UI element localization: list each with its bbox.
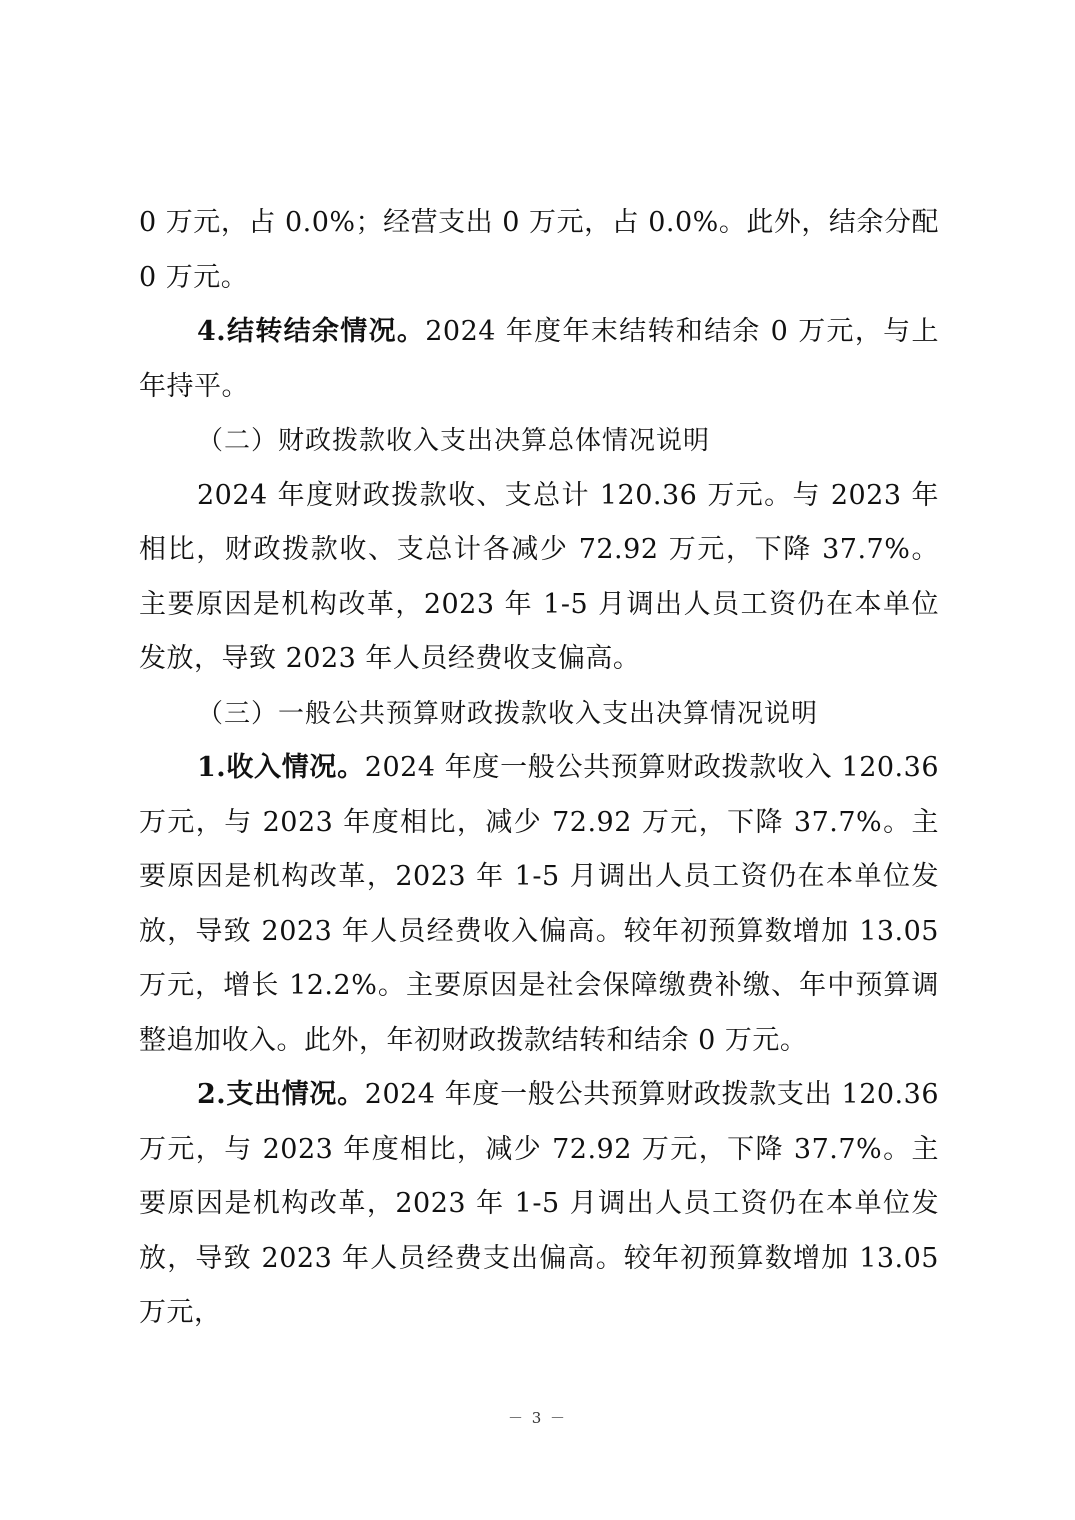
section-heading-3: （三）一般公共预算财政拨款收入支出决算情况说明	[197, 698, 819, 729]
paragraph-lead: 2.支出情况。	[197, 1079, 365, 1110]
paragraph-text: 2024 年度年末结转和结余 0 万元，与上年持平。	[139, 316, 940, 402]
paragraph-income	[139, 741, 939, 1068]
paragraph-text: 2024 年度一般公共预算财政拨款收入 120.36 万元，与 2023 年度相比，减少 72.92 万元，下降 37.7%。主要原因是机构改革，2023 年 1-5 月调出人员工资仍在本单位发放，导致 2023 年人员经费收入偏高。较年初预算数增加 13.05 万元，增长 12.2%。主要原因是社会保障缴费补缴、年中预算调整追加收入。此外，年初财政拨款结转和结余 0 万元。	[139, 752, 939, 1056]
paragraph-expenditure-tail	[139, 196, 939, 305]
paragraph-expenditure	[139, 1068, 939, 1341]
paragraph-carryover	[139, 305, 939, 414]
section-heading-2: （二）财政拨款收入支出决算总体情况说明	[197, 426, 711, 456]
page-number: － 3 －	[507, 1409, 568, 1427]
body-text	[139, 196, 939, 1341]
paragraph-text: 2024 年度财政拨款收、支总计 120.36 万元。与 2023 年相比，财政拨款收、支总计各减少 72.92 万元，下降 37.7%。主要原因是机构改革，2023 年 1-5 月调出人员工资仍在本单位发放，导致 2023 年人员经费收支偏高。	[139, 479, 939, 674]
paragraph-lead: 1.收入情况。	[197, 752, 365, 783]
paragraph-lead: 4.结转结余情况。	[197, 316, 426, 347]
paragraph-text: 2024 年度一般公共预算财政拨款支出 120.36 万元，与 2023 年度相比，减少 72.92 万元，下降 37.7%。主要原因是机构改革，2023 年 1-5 月调出人员工资仍在本单位发放，导致 2023 年人员经费支出偏高。较年初预算数增加 13.05 万元，	[139, 1079, 939, 1328]
paragraph-text: 0 万元，占 0.0%；经营支出 0 万元，占 0.0%。此外，结余分配 0 万元。	[139, 207, 939, 293]
paragraph-fiscal-overview	[139, 469, 939, 687]
